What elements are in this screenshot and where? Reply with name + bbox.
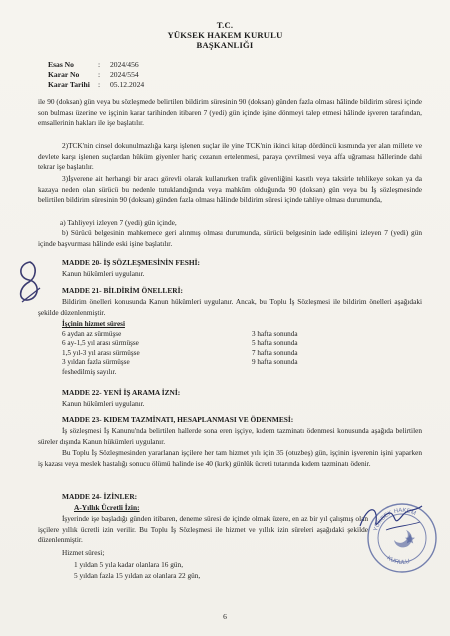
- paragraph-3b: b) Sürücü belgesinin mahkemece geri alınmış olması durumunda, sürücü belgesinin iade edilişini izleyen 7 (yedi) gün içinde başvurması hâlinde eski işine başlatılır.: [38, 228, 422, 248]
- meta-key: Esas No: [48, 60, 74, 69]
- madde-22-text: Kanun hükümleri uygulanır.: [62, 399, 145, 408]
- page-number: 6: [223, 612, 227, 621]
- seal-top-text: YÜKSEK HAKEM: [372, 507, 417, 533]
- notice-row-left: 6 aydan az sürmüşse: [62, 329, 122, 338]
- madde-24-hizmet: Hizmet süresi;: [62, 548, 105, 557]
- madde-23-title: MADDE 23- KIDEM TAZMİNATI, HESAPLANMASI VE ÖDENMESİ:: [62, 415, 294, 424]
- notice-table-tail: feshedilmiş sayılır.: [62, 367, 117, 376]
- header-tc: T.C.: [216, 20, 234, 30]
- madde-24-item-2: 5 yıldan fazla 15 yıldan az olanlara 22 gün,: [74, 571, 201, 580]
- notice-row-left: 6 ay-1,5 yıl arası sürmüşse: [62, 339, 139, 347]
- meta-key: Karar No: [48, 70, 80, 79]
- madde-24-title: MADDE 24- İZİNLER:: [62, 492, 138, 501]
- notice-row-right: 9 hafta sonunda: [252, 358, 298, 366]
- meta-value: 2024/456: [110, 60, 139, 69]
- signature-icon: [356, 496, 426, 536]
- notice-table-left: [62, 320, 140, 377]
- madde-21-title: MADDE 21- BİLDİRİM ÖNELLERİ:: [62, 286, 183, 295]
- madde-24-subtitle: A-Yıllık Ücretli İzin:: [74, 503, 140, 512]
- paragraph-3a: a) Tahliyeyi izleyen 7 (yedi) gün içinde,: [60, 218, 177, 227]
- notice-row-right: 5 hafta sonunda: [252, 339, 298, 347]
- meta-value: 2024/554: [110, 70, 139, 79]
- paragraph-3: 3)İşverene ait herhangi bir aracı görevli olarak kullanırken trafik güvenliğini kasıtlı veya taksirle tehlikeye sokan ya da kazaya neden olan sürücü bu nedenle tutuklandığında veya mahkûm olduğunda 90 (doksan) gün veya bu İş sözleşmesinde belirtilen bildirim süresinin 90 (doksan) günden fazla olması hâlinde bildirim süresi içinde tahliye olması durumunda,: [38, 174, 422, 205]
- madde-22-title: MADDE 22- YENİ İŞ ARAMA İZNİ:: [62, 388, 181, 397]
- intro-paragraph: ile 90 (doksan) gün veya bu sözleşmede belirtilen bildirim süresinin 90 (doksan) günden fazla olması hâlinde bildirim süresi içinde son bulması üzerine ve işçinin karar tarihinden itibaren 7 (yedi) gün içinde işine dönmeyi talep etmesi hâlinde işveren tarafından, emsallerinin hakları ile işe başlatılır.: [38, 97, 422, 128]
- header-presidency: BAŞKANLIĞI: [196, 40, 254, 50]
- madde-20-title: MADDE 20- İŞ SÖZLEŞMESİNİN FESHİ:: [62, 258, 200, 267]
- madde-24-text: İşyerinde işe başladığı günden itibaren, deneme süresi de içinde olmak üzere, en az bir yıl çalışmış olan işçilere yıllık ücretli izin verilir. Bu Toplu İş Sözleşmesi ile hizmet ve yıllık izin süreleri aşağıdaki şekilde düzenlenmiştir.: [38, 514, 368, 545]
- notice-table-head: İşçinin hizmet süresi: [62, 320, 125, 328]
- notice-row-left: 3 yıldan fazla sürmüşse: [62, 358, 130, 366]
- meta-esas-no: Esas No : 2024/456: [48, 60, 139, 69]
- madde-20-text: Kanun hükümleri uygulanır.: [62, 269, 145, 278]
- madde-23-text-1: İş sözleşmesi İş Kanunu'nda belirtilen hallerde sona eren işçiye, kıdem tazminatı ödenmesi konusunda aşağıda belirtilen süreler dışında Kanun hükümleri uygulanır.: [38, 426, 422, 446]
- meta-karar-tarihi: Karar Tarihi : 05.12.2024: [48, 80, 145, 89]
- meta-value: 05.12.2024: [110, 80, 145, 89]
- svg-text:KURULU: [386, 555, 411, 566]
- notice-row-right: 7 hafta sonunda: [252, 348, 298, 357]
- paragraph-2: 2)TCK'nin cinsel dokunulmazlığa karşı işlenen suçlar ile yine TCK'nin ikinci kitap dördüncü kısmında yer alan millete ve devlete karşı işlenen suçlardan hüküm giyenler hariç cezanın ertelenmesi, paraya çevrilmesi veya affa uğraması hâllerinde dahi tekrar işe başlatılır.: [38, 141, 422, 172]
- meta-key: Karar Tarihi: [48, 80, 90, 89]
- header-institution: YÜKSEK HAKEM KURULU: [167, 30, 283, 40]
- meta-karar-no: Karar No : 2024/554: [48, 70, 139, 79]
- madde-24-item-1: 1 yıldan 5 yıla kadar olanlara 16 gün,: [74, 560, 184, 569]
- madde-23-text-2: Bu Toplu İş Sözleşmesinden yararlanan işçilere her tam hizmet yılı için 35 (otuzbeş) gün, işçinin işverenin işini yaparken iş kazası veya meslek hastalığı sonucu ölümü halinde ise 40 (kırk) günlük ücreti tutarında kıdem tazminatı ödenir.: [38, 448, 422, 468]
- handwritten-margin-mark-icon: [12, 258, 46, 306]
- madde-21-text: Bildirim önelleri konusunda Kanun hükümleri uygulanır. Ancak, bu Toplu İş Sözleşmesi ile bildirim önelleri aşağıdaki şekilde düzenlenmiştir.: [38, 297, 422, 317]
- notice-row-left: 1,5 yıl-3 yıl arası sürmüşse: [62, 348, 140, 357]
- notice-table-right: [252, 330, 298, 368]
- notice-row-right: 3 hafta sonunda: [252, 329, 298, 338]
- seal-bottom-text: KURULU: [385, 555, 411, 567]
